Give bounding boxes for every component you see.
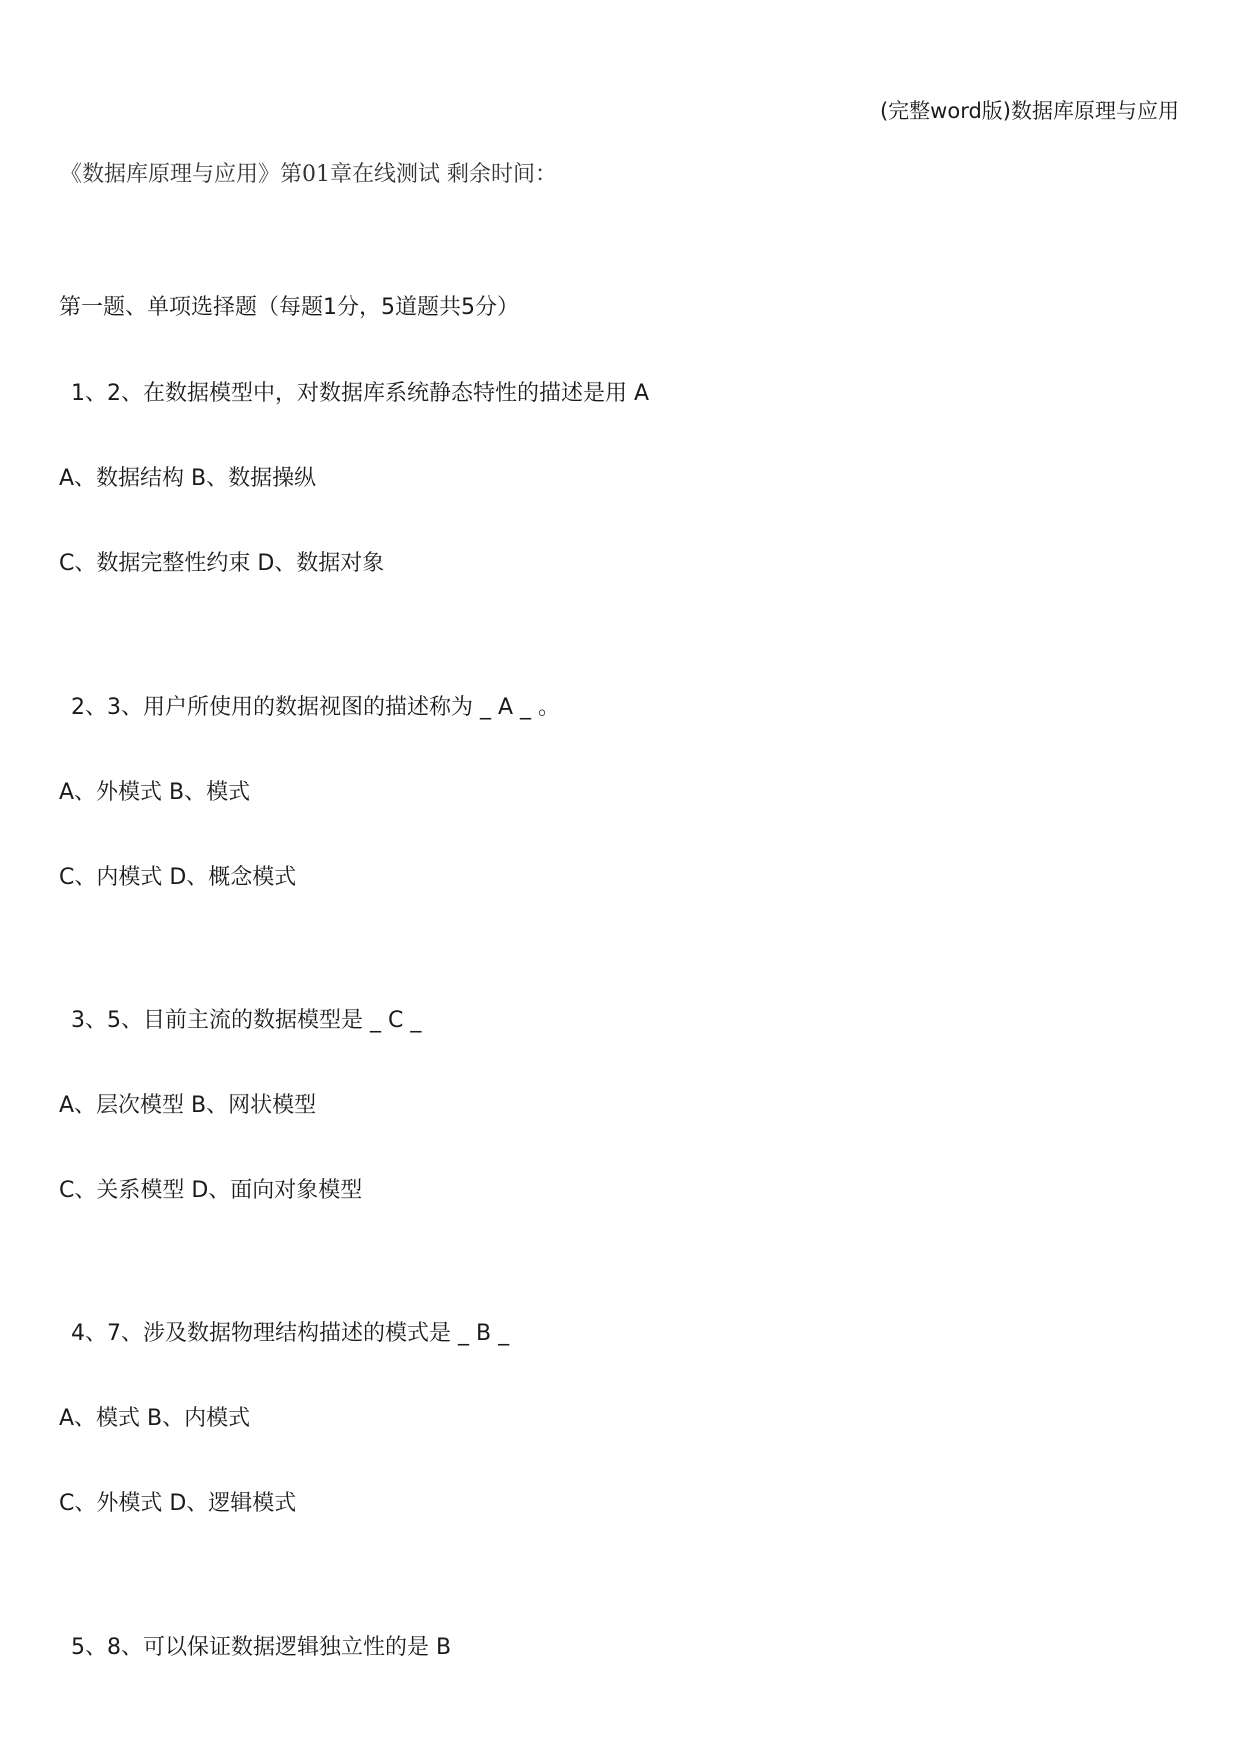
question-options-line: A、数据结构 B、数据操纵 — [59, 466, 317, 491]
question-options-line: A、模式 B、内模式 — [59, 1406, 251, 1431]
question-text: 1、2、在数据模型中，对数据库系统静态特性的描述是用 A — [71, 381, 650, 406]
question-text: 4、7、涉及数据物理结构描述的模式是 _ B _ — [71, 1321, 510, 1346]
question-options-line: A、层次模型 B、网状模型 — [59, 1093, 317, 1118]
question-options-line: C、关系模型 D、面向对象模型 — [59, 1178, 363, 1203]
question-text: 3、5、目前主流的数据模型是 _ C _ — [71, 1008, 422, 1033]
exam-title: 《数据库原理与应用》第01章在线测试 剩余时间： — [60, 162, 557, 187]
question-options-line: C、外模式 D、逻辑模式 — [59, 1491, 297, 1516]
question-text: 5、8、可以保证数据逻辑独立性的是 B — [71, 1635, 452, 1660]
section-title: 第一题、单项选择题（每题1分，5道题共5分） — [59, 295, 519, 320]
question-options-line: C、内模式 D、概念模式 — [59, 865, 297, 890]
document-header-title: (完整word版)数据库原理与应用 — [879, 99, 1179, 123]
question-text: 2、3、用户所使用的数据视图的描述称为 _ A _ 。 — [71, 695, 561, 720]
question-options-line: C、数据完整性约束 D、数据对象 — [59, 551, 385, 576]
question-options-line: A、外模式 B、模式 — [59, 780, 251, 805]
